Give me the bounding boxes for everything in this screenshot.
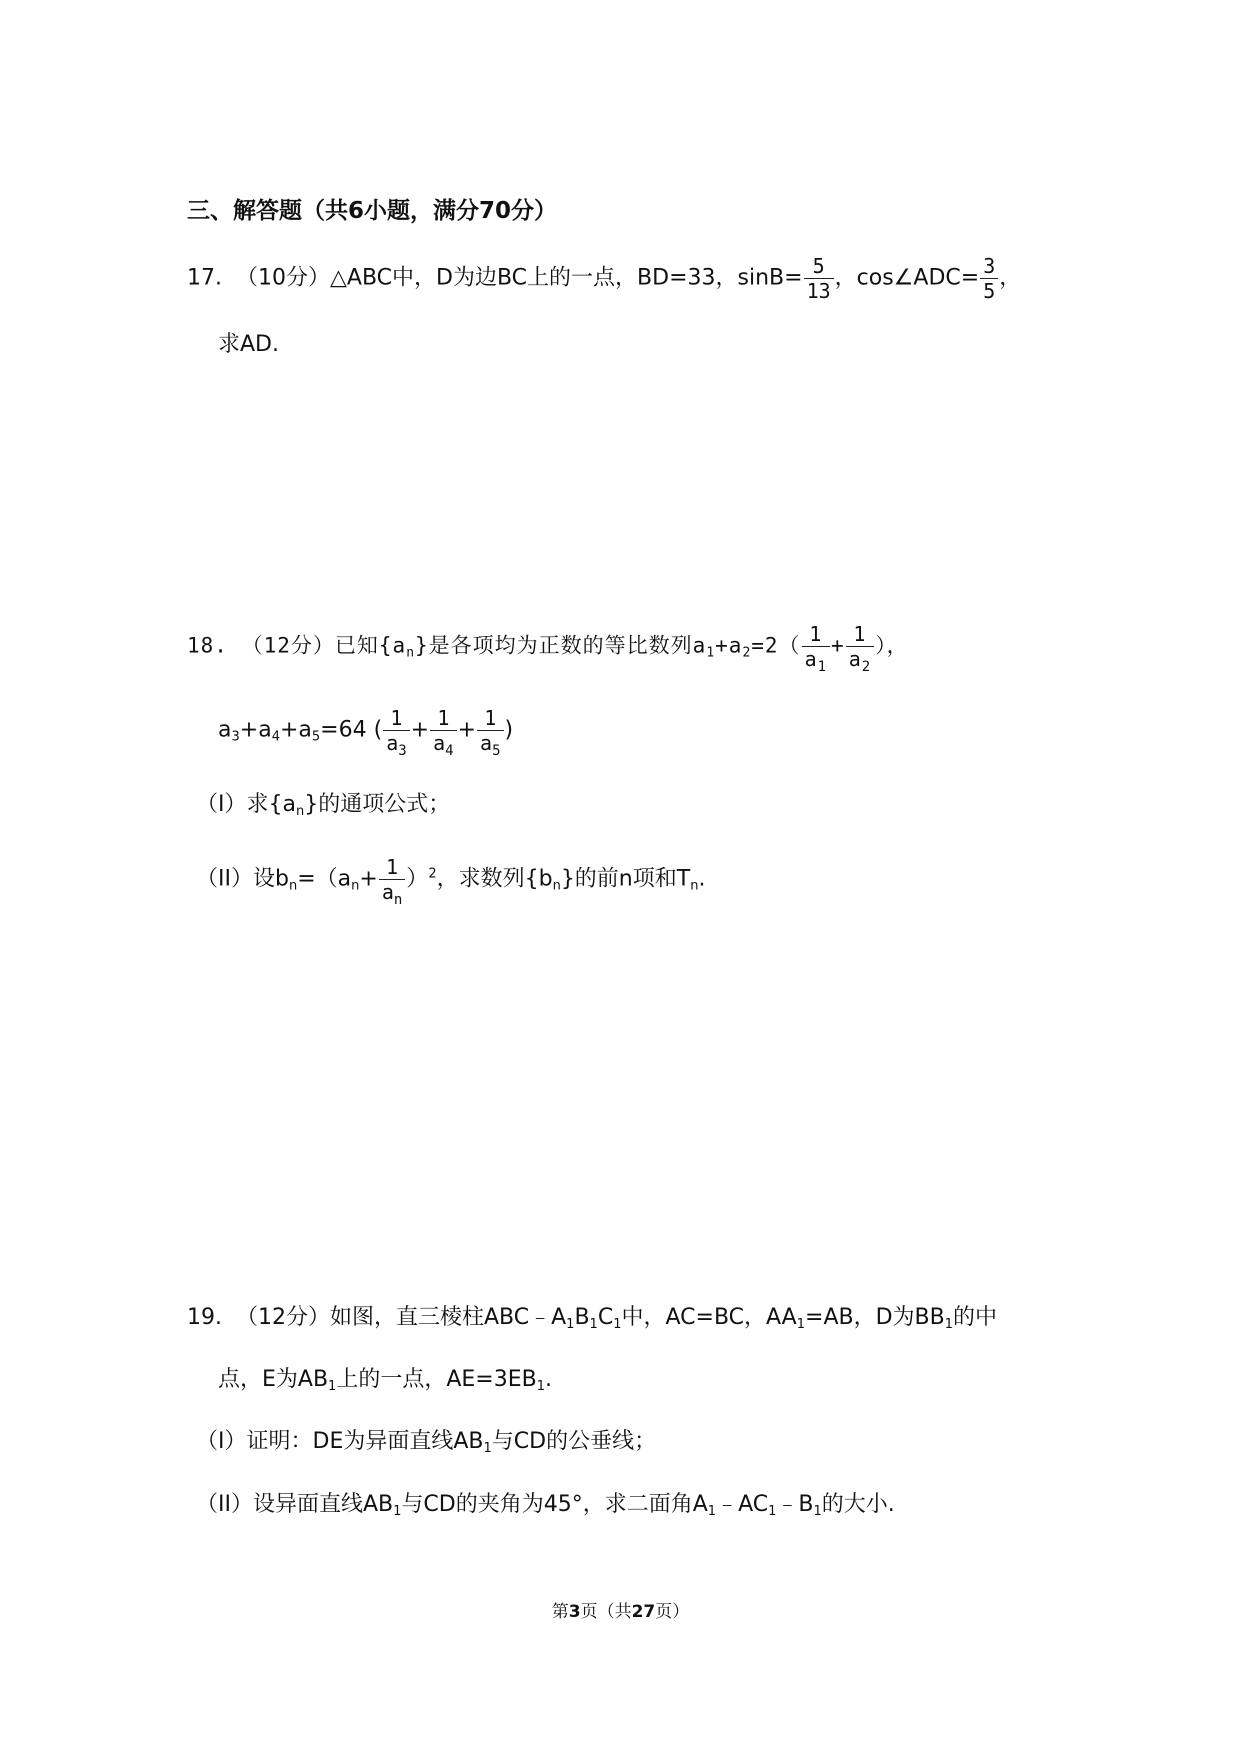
question-score: （12分） [241,633,335,658]
fraction-1-a1 [802,622,830,675]
question-text: +a [715,633,743,658]
question-text: 与CD的夹角为45°，求二面角A [401,1492,708,1517]
question-text: ) [504,717,514,743]
page-footer [0,1597,1241,1622]
question-text: 与CD的公垂线； [491,1429,657,1454]
question-text: =2（ [751,633,801,658]
part-label: （II） [196,1492,253,1517]
subscript: 1 [483,1441,492,1456]
question-text: 中，AC=BC，AA [621,1305,797,1330]
footer-text: 页（共 [580,1602,632,1622]
fraction-denominator [383,731,409,759]
question-text: . [698,866,706,892]
subscript: 4 [445,743,454,759]
question-19-part2 [196,1490,895,1520]
fraction-denominator [846,647,874,675]
fraction-denominator: 5 [983,279,996,303]
fraction-1-a2 [846,622,874,675]
subscript: 2 [742,645,752,661]
subscript: 1 [944,1317,953,1332]
fraction-1-a4 [430,706,456,759]
question-text: ）， [875,633,909,658]
question-text: ﹣AC [716,1492,769,1517]
question-text: B [574,1305,590,1330]
question-text: 已知{a [334,633,407,658]
fraction-1-a5 [477,706,503,759]
question-text: C [597,1305,614,1330]
part-label: （I） [196,792,247,817]
question-text: =AB，D为BB [805,1305,945,1330]
subscript: 1 [566,1317,575,1332]
fraction-1-a3 [383,706,409,759]
question-text: ﹣B [776,1492,814,1517]
part-label: （I） [196,1429,247,1454]
question-19 [187,1303,997,1333]
fraction-numerator: 1 [379,855,405,880]
total-pages: 27 [631,1602,656,1622]
subscript: 1 [328,1379,337,1394]
subscript: 1 [813,1504,822,1519]
question-text: ） [406,866,429,892]
subscript: n [690,878,699,894]
footer-text: 页） [655,1602,690,1622]
subscript: 3 [231,729,240,745]
question-text: }的通项公式； [304,792,451,817]
subscript: n [406,645,416,661]
question-text: 的中 [953,1305,998,1330]
subscript: 1 [817,659,828,675]
question-text: =64 ( [320,717,383,743]
question-text: ，cos∠ADC= [834,265,980,291]
subscript: 1 [589,1317,598,1332]
question-number: 18. [187,633,228,658]
question-17 [187,254,1021,303]
question-18-part1 [196,790,450,820]
fraction-numerator: 5 [804,254,834,279]
question-text: 的大小. [821,1492,895,1517]
question-text: +a [279,717,312,743]
fraction-3-5 [980,254,998,303]
question-19-part1 [196,1427,656,1457]
subscript: n [351,878,360,894]
subscript: n [288,878,298,894]
superscript: 2 [428,866,437,882]
question-number: 19. [187,1305,222,1330]
question-text: △ABC中，D为边BC上的一点，BD=33，sinB= [330,265,803,291]
question-17-line2: 求AD. [218,332,279,357]
question-18-part2 [196,855,706,908]
var: a [218,717,232,743]
question-text: ，求数列{b [436,866,553,892]
fraction-numerator: 1 [846,622,874,647]
subscript: n [552,878,561,894]
var: a [480,731,493,755]
fraction-numerator: 1 [477,706,503,731]
fraction-denominator [477,731,503,759]
question-text: 设b [252,866,289,892]
question-text: . [544,1367,552,1392]
fraction-denominator [430,731,456,759]
question-text: 如图，直三棱柱ABC﹣A [330,1305,567,1330]
subscript: 1 [706,645,716,661]
part-label: （II） [196,866,253,892]
fraction-5-13 [804,254,834,303]
footer-text: 第 [551,1602,569,1622]
question-text: 点，E为AB [218,1367,329,1392]
subscript: 4 [271,729,280,745]
question-text: =（a [297,866,352,892]
subscript: 5 [492,743,501,759]
var: a [848,647,862,671]
current-page: 3 [568,1602,581,1622]
subscript: n [393,892,403,908]
subscript: n [295,804,305,819]
fraction-numerator: 3 [980,254,998,279]
section-title: 三、解答题（共6小题，满分70分） [187,198,558,224]
fraction-denominator [379,880,405,908]
subscript: 3 [398,743,407,759]
question-text: 设异面直线AB [252,1492,394,1517]
fraction-numerator: 1 [383,706,409,731]
subscript: 1 [796,1317,806,1332]
fraction-denominator: 13 [806,279,831,303]
question-score: （12分） [236,1305,330,1330]
subscript: 1 [393,1504,402,1519]
question-text: 证明：DE为异面直线AB [246,1429,484,1454]
fraction-1-an [379,855,405,908]
fraction-numerator: 1 [802,622,830,647]
question-19-line2 [218,1365,552,1395]
question-text: 求{a [246,792,296,817]
question-text: ， [999,265,1022,291]
subscript: 1 [707,1504,717,1519]
subscript: 1 [536,1379,545,1394]
question-18: 18. （12分）已知$\{a_n\}$是各项均为正数的等比数列$a_1+a_2=2$（ $\frac{1}{a_1}$ + $\frac{1}{a_2}$ ）， [187,622,909,675]
question-text: +a [239,717,272,743]
subscript: 2 [861,659,872,675]
subscript: 1 [613,1317,622,1332]
var: a [804,647,818,671]
question-18-line2: $a_3+a_4+a_5=64$ ( $\frac{1}{a_3}$ + $\frac{1}{a_4}$ + $\frac{1}{a_5}$ ) [218,706,514,759]
question-number: 17. [187,265,222,291]
var: a [386,731,399,755]
question-text: + [359,866,378,892]
subscript: 5 [311,729,321,745]
fraction-numerator: 1 [430,706,456,731]
var: a [381,880,394,904]
var: a [433,731,446,755]
question-text: }是各项均为正数的等比数列a [415,633,707,658]
question-score: （10分） [236,265,330,291]
subscript: 1 [768,1504,777,1519]
fraction-denominator [802,647,830,675]
question-text: 上的一点，AE=3EB [336,1367,537,1392]
question-text: }的前n项和T [560,866,691,892]
